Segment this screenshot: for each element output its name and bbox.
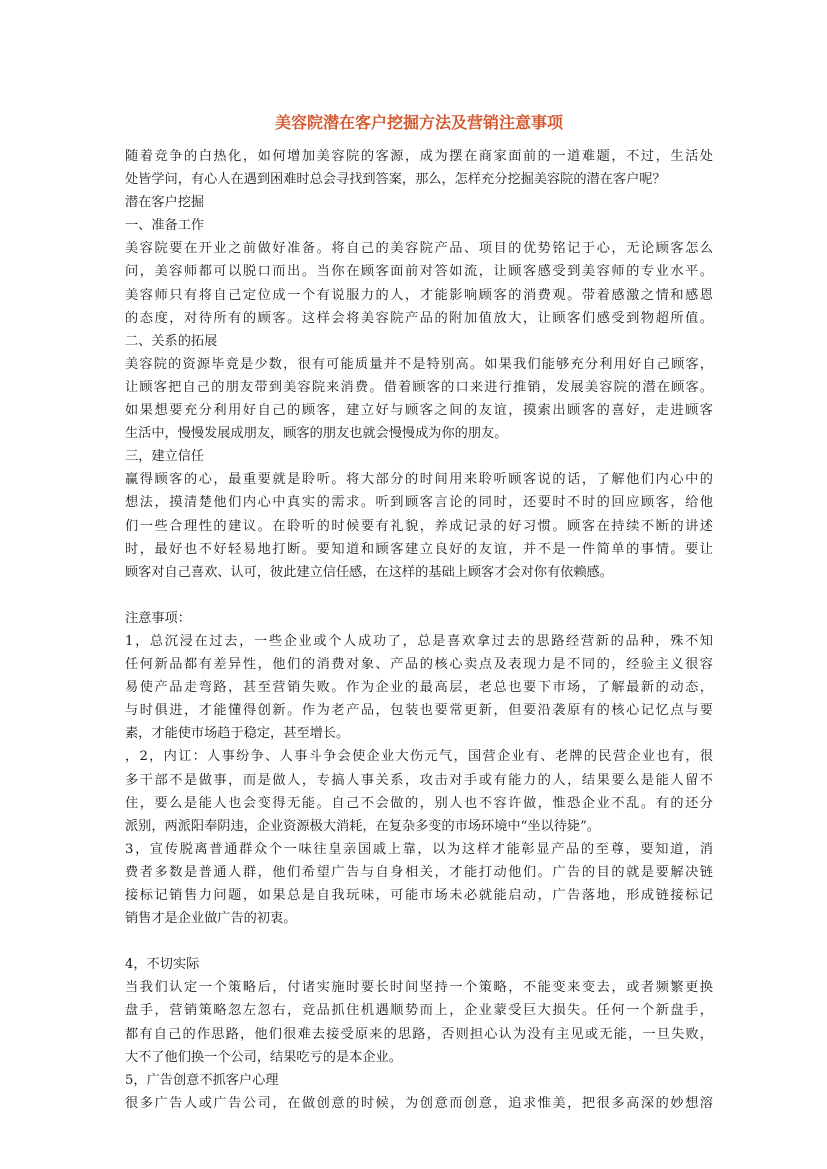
body-line: 美容院的资源毕竟是少数，很有可能质量并不是特别高。如果我们能够充分利用好自己顾客， (125, 356, 713, 372)
body-line: 销售才是企业做广告的初衷。 (125, 911, 297, 927)
body-line: 处皆学问，有心人在遇到困难时总会寻找到答案，那么，怎样充分挖掘美容院的潜在客户呢？ (125, 172, 666, 188)
body-line: 住，要么是能人也会变得无能。自己不会做的，别人也不容许做，惟恐企业不乱。有的还分 (125, 795, 713, 811)
body-line: 很多广告人或广告公司，在做创意的时候，为创意而创意，追求惟美，把很多高深的妙想溶 (125, 1095, 713, 1111)
body-line: ，2，内讧：人事纷争、人事斗争会使企业大伤元气，国营企业有、老牌的民营企业也有，很 (125, 749, 713, 765)
body-line: 一、准备工作 (125, 218, 205, 234)
blank-line (125, 584, 713, 607)
body-line: 当我们认定一个策略后，付诸实施时要长时间坚持一个策略，不能变来变去，或者频繁更换 (125, 980, 713, 996)
body-line: 的态度，对待所有的顾客。这样会将美容院产品的附加值放大，让顾客们感受到物超所值。 (125, 310, 713, 326)
body-line: 时，最好也不好轻易地打断。要知道和顾客建立良好的友谊，并不是一件简单的事情。要让 (125, 541, 713, 557)
body-line: 二、关系的拓展 (125, 333, 218, 349)
body-line: 3，宣传脱离普通群众个一味往皇亲国戚上靠，以为这样才能彰显产品的至尊，要知道，消 (125, 841, 713, 857)
body-line: 盘手，营销策略忽左忽右，竞品抓住机遇顺势而上，企业蒙受巨大损失。任何一个新盘手， (125, 1003, 713, 1019)
body-line: 派别，两派阳奉阴违，企业资源极大消耗，在复杂多变的市场环境中“坐以待毙”。 (125, 818, 601, 834)
body-line: 易使产品走弯路，甚至营销失败。作为企业的最高层，老总也要下市场，了解最新的动态， (125, 680, 713, 696)
body-line: 美容院要在开业之前做好准备。将自己的美容院产品、项目的优势铭记于心，无论顾客怎么 (125, 241, 713, 257)
body-line: 如果想要充分利用好自己的顾客，建立好与顾客之间的友谊，摸索出顾客的喜好，走进顾客 (125, 403, 713, 419)
body-line: 赢得顾客的心，最重要就是聆听。将大部分的时间用来聆听顾客说的话，了解他们内心中的 (125, 472, 713, 488)
body-line: 让顾客把自己的朋友带到美容院来消费。借着顾客的口来进行推销，发展美容院的潜在顾客。 (125, 379, 713, 395)
body-line: 素，才能使市场趋于稳定，甚至增长。 (125, 726, 350, 742)
body-line: 随着竞争的白热化，如何增加美容院的客源，成为摆在商家面前的一道难题，不过，生活处 (125, 149, 713, 164)
body-line: 多干部不是做事，而是做人，专搞人事关系，攻击对手或有能力的人，结果要么是能人留不 (125, 772, 713, 788)
body-line: 生活中，慢慢发展成朋友，顾客的朋友也就会慢慢成为你的朋友。 (125, 426, 508, 442)
body-line: 都有自己的作思路，他们很难去接受原来的思路，否则担心认为没有主见或无能，一旦失败， (125, 1026, 713, 1042)
body-line: 顾客对自己喜欢、认可，彼此建立信任感，在这样的基础上顾客才会对你有依赖感。 (125, 564, 613, 580)
body-line: 费者多数是普通人群，他们希望广告与自身相关，才能打动他们。广告的目的就是要解决链 (125, 864, 713, 880)
body-line: 4，不切实际 (125, 957, 200, 973)
document-body (125, 145, 713, 1115)
document-page (125, 110, 713, 1115)
blank-line (125, 930, 713, 953)
body-line: 问，美容师都可以脱口而出。当你在顾客面前对答如流，让顾客感受到美容师的专业水平。 (125, 264, 713, 280)
body-line: 想法，摸清楚他们内心中真实的需求。听到顾客言论的同时，还要时不时的回应顾客，给他 (125, 495, 713, 511)
body-line: 1，总沉浸在过去，一些企业或个人成功了，总是喜欢拿过去的思路经营新的品种，殊不知 (125, 633, 713, 649)
body-line: 们一些合理性的建议。在聆听的时候要有礼貌，养成记录的好习惯。顾客在持续不断的讲述 (125, 518, 713, 534)
body-line: 美容师只有将自己定位成一个有说服力的人，才能影响顾客的消费观。带着感激之情和感恩 (125, 287, 713, 303)
body-line: 三，建立信任 (125, 449, 205, 465)
body-line: 大不了他们换一个公司，结果吃亏的是本企业。 (125, 1049, 402, 1065)
body-line: 任何新品都有差异性，他们的消费对象、产品的核心卖点及表现力是不同的，经验主义很容 (125, 657, 713, 673)
body-line: 5，广告创意不抓客户心理 (125, 1072, 279, 1088)
body-line: 潜在客户挖掘 (125, 195, 205, 211)
document-title: 美容院潜在客户挖掘方法及营销注意事项 (274, 113, 563, 132)
body-line: 接标记销售力问题，如果总是自我玩味，可能市场未必就能启动，广告落地，形成链接标记 (125, 888, 713, 903)
body-line: 与时俱进，才能懂得创新。作为老产品，包装也要常更新，但要沿袭原有的核心记忆点与要 (125, 703, 713, 719)
body-line: 注意事项： (125, 610, 191, 626)
